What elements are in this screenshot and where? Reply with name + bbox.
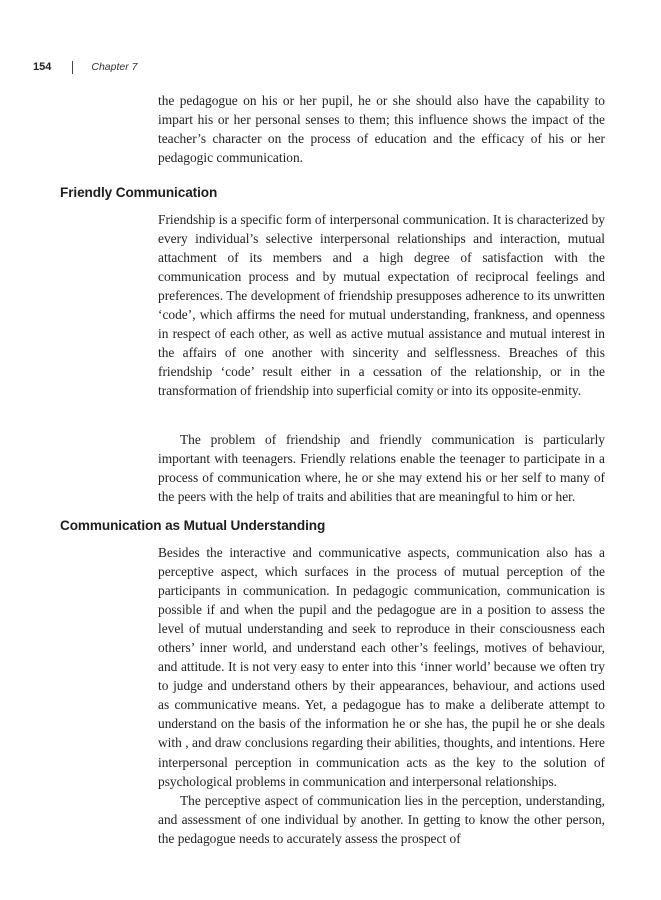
intro-paragraph: the pedagogue on his or her pupil, he or she should also have the capability to impart his or her personal senses to them; this influence shows the impact of the teacher’s character on the process of education and the efficacy of his or her pedagogic communication. — [158, 93, 605, 166]
running-head-separator — [72, 61, 73, 74]
page-number: 154 — [33, 61, 52, 73]
section-heading-mutual-understanding: Communication as Mutual Understanding — [60, 518, 326, 533]
section-heading-friendly-communication: Friendly Communication — [60, 185, 218, 200]
friendly-communication-paragraph-1: Friendship is a specific form of interpersonal communication. It is characterized by every individual’s selective interpersonal relationships and interaction, mutual attachment of its members and a high degree of satisfaction with the communication process and by mutual expectation of reciprocal feelings and preferences. The development of friendship presupposes adherence to its unwritten ‘code’, which affirms the need for mutual understanding, frankness, and openness in respect of each other, as well as active mutual assistance and mutual interest in the affairs of one another with sincerity and selflessness. Breaches of this friendship ‘code’ result either in a cessation of the relationship, or in the transformation of friendship into superficial comity or into its opposite-enmity. — [158, 212, 605, 399]
mutual-understanding-paragraph-1: Besides the interactive and communicative aspects, communication also has a perceptive aspect, which surfaces in the process of mutual perception of the participants in communication. In pedagogic communication, communication is possible if and when the pupil and the pedagogue are in a position to assess the level of mutual understanding and seek to reproduce in their consciousness each others’ inner world, and understand each other’s feelings, motives of behaviour, and attitude. It is not very easy to enter into this ‘inner world’ because we often try to judge and understand others by their appearances, behaviour, and actions used as communicative means. Yet, a pedagogue has to make a deliberate attempt to understand on the basis of the information he or she has, the pupil he or she deals with , and draw conclusions regarding their abilities, thoughts, and intentions. Here interpersonal perception in communication acts as the key to the solution of psychological problems in communication and interpersonal relationships. — [158, 545, 605, 789]
running-head — [33, 58, 137, 76]
mutual-understanding-paragraph-2: The perceptive aspect of communication lies in the perception, understanding, and assessment of one individual by another. In getting to know the other person, the pedagogue needs to accurately assess the prospect of — [158, 793, 605, 847]
friendly-communication-paragraph-2: The problem of friendship and friendly communication is particularly important with teenagers. Friendly relations enable the teenager to participate in a process of communication where, he or she may extend his or her self to many of the peers with the help of traits and abilities that are meaningful to him or her. — [158, 432, 605, 505]
chapter-label: Chapter 7 — [91, 61, 138, 73]
